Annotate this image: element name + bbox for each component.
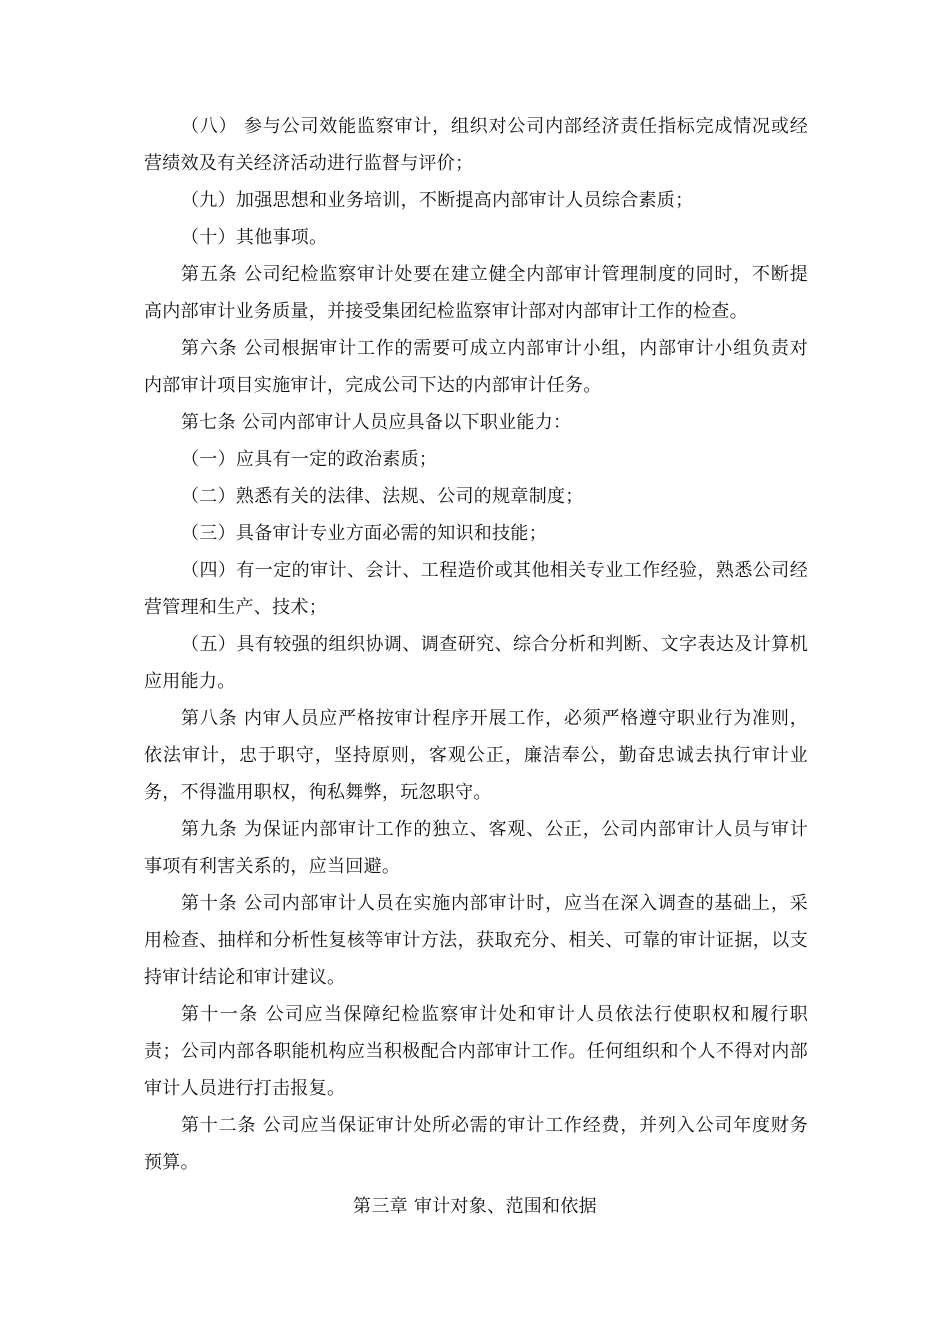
ability-item-3: （三）具备审计专业方面必需的知识和技能； (181, 523, 547, 544)
article-6: 第六条 公司根据审计工作的需要可成立内部审计小组，内部审计小组负责对内部审计项目实施审计，完成公司下达的内部审计任务。 (144, 338, 808, 396)
ability-item-4: （四）有一定的审计、会计、工程造价或其他相关专业工作经验，熟悉公司经营管理和生产、技术； (144, 560, 808, 618)
article-7: 第七条 公司内部审计人员应具备以下职业能力： (181, 412, 572, 433)
document-body (144, 108, 808, 1181)
article-12: 第十二条 公司应当保证审计处所必需的审计工作经费，并列入公司年度财务预算。 (144, 1115, 808, 1173)
article-11: 第十一条 公司应当保障纪检监察审计处和审计人员依法行使职权和履行职责；公司内部各职能机构应当积极配合内部审计工作。任何组织和个人不得对内部审计人员进行打击报复。 (144, 1004, 808, 1099)
clause-item-8: （八） 参与公司效能监察审计，组织对公司内部经济责任指标完成情况或经营绩效及有关经济活动进行监督与评价； (144, 116, 808, 174)
chapter-heading: 第三章 审计对象、范围和依据 (353, 1196, 597, 1217)
ability-item-2: （二）熟悉有关的法律、法规、公司的规章制度； (181, 486, 584, 507)
ability-item-5: （五）具有较强的组织协调、调查研究、综合分析和判断、文字表达及计算机应用能力。 (144, 634, 808, 692)
article-5: 第五条 公司纪检监察审计处要在建立健全内部审计管理制度的同时，不断提高内部审计业务质量，并接受集团纪检监察审计部对内部审计工作的检查。 (144, 264, 808, 322)
ability-item-1: （一）应具有一定的政治素质； (181, 449, 438, 470)
article-8: 第八条 内审人员应严格按审计程序开展工作，必须严格遵守职业行为准则，依法审计，忠于职守，坚持原则，客观公正，廉洁奉公，勤奋忠诚去执行审计业务，不得滥用职权，徇私舞弊，玩忽职守。 (144, 708, 808, 803)
clause-item-10: （十）其他事项。 (181, 227, 328, 248)
clause-item-9: （九）加强思想和业务培训，不断提高内部审计人员综合素质； (181, 190, 694, 211)
article-9: 第九条 为保证内部审计工作的独立、客观、公正，公司内部审计人员与审计事项有利害关系的，应当回避。 (144, 819, 808, 877)
article-10: 第十条 公司内部审计人员在实施内部审计时，应当在深入调查的基础上，采用检查、抽样和分析性复核等审计方法，获取充分、相关、可靠的审计证据，以支持审计结论和审计建议。 (144, 893, 808, 988)
